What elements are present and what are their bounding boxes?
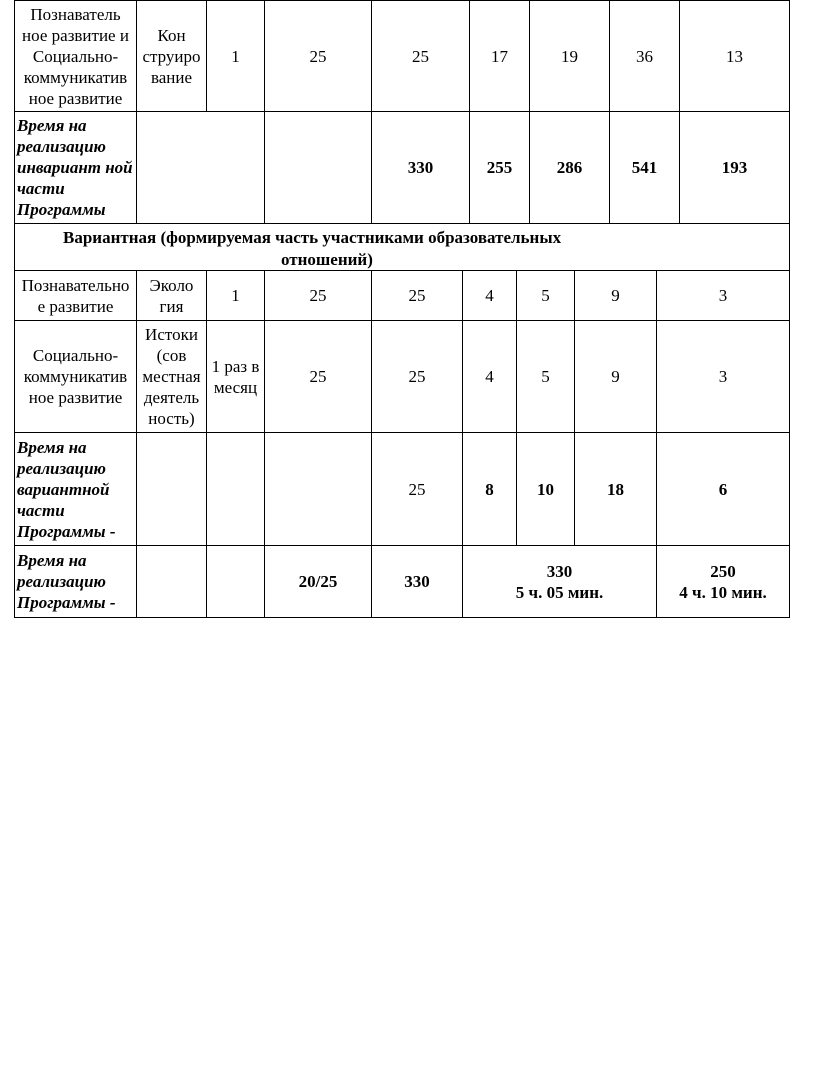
merged-value-duration: 5 ч. 05 мин. bbox=[515, 582, 604, 602]
row-label-invariant-time: Время на реализацию инвариант ной части Программы bbox=[14, 111, 137, 224]
merged-value-duration: 4 ч. 10 мин. bbox=[679, 582, 767, 602]
cell-empty bbox=[264, 432, 372, 546]
cell-value: 25 bbox=[264, 320, 372, 433]
cell-value: 330 bbox=[371, 111, 470, 224]
cell-value: 19 bbox=[529, 0, 610, 112]
cell-value: 36 bbox=[609, 0, 680, 112]
cell-area: Социально-коммуникатив ное развитие bbox=[14, 320, 137, 433]
cell-value: 25 bbox=[371, 0, 470, 112]
cell-value: 193 bbox=[679, 111, 790, 224]
merged-value-total: 250 bbox=[710, 561, 736, 581]
cell-value: 6 bbox=[656, 432, 790, 546]
cell-count: 1 bbox=[206, 270, 265, 321]
cell-area: Познаватель ное развитие и Социально-коммуникатив ное развитие bbox=[14, 0, 137, 112]
cell-value: 3 bbox=[656, 320, 790, 433]
cell-value: 541 bbox=[609, 111, 680, 224]
row-label-total-time: Время на реализацию Программы - bbox=[14, 545, 137, 618]
section-header-line2: отношений) bbox=[281, 250, 373, 269]
section-header-variant bbox=[14, 223, 790, 271]
cell-activity: Кон струиро вание bbox=[136, 0, 207, 112]
cell-value: 5 bbox=[516, 320, 575, 433]
cell-empty bbox=[136, 432, 207, 546]
cell-count: 1 раз в месяц bbox=[206, 320, 265, 433]
cell-empty bbox=[264, 111, 372, 224]
cell-value: 5 bbox=[516, 270, 575, 321]
cell-value: 3 bbox=[656, 270, 790, 321]
cell-value: 255 bbox=[469, 111, 530, 224]
cell-empty bbox=[136, 545, 207, 618]
cell-value: 4 bbox=[462, 320, 517, 433]
cell-activity: Истоки (сов местная деятель ность) bbox=[136, 320, 207, 433]
cell-empty bbox=[136, 111, 265, 224]
cell-value: 25 bbox=[371, 320, 463, 433]
cell-value: 25 bbox=[371, 270, 463, 321]
merged-value-total: 330 bbox=[546, 561, 573, 581]
cell-merged-value bbox=[656, 545, 790, 618]
cell-activity: Эколо гия bbox=[136, 270, 207, 321]
cell-value: 25 bbox=[371, 432, 463, 546]
cell-value: 13 bbox=[679, 0, 790, 112]
cell-value: 286 bbox=[529, 111, 610, 224]
cell-value: 25 bbox=[264, 270, 372, 321]
cell-empty bbox=[206, 545, 265, 618]
cell-value: 8 bbox=[462, 432, 517, 546]
cell-value: 18 bbox=[574, 432, 657, 546]
cell-value: 330 bbox=[371, 545, 463, 618]
row-label-variant-time: Время на реализацию вариантной части Программы - bbox=[14, 432, 137, 546]
curriculum-table bbox=[14, 0, 790, 618]
cell-count: 1 bbox=[206, 0, 265, 112]
cell-empty bbox=[206, 432, 265, 546]
cell-value: 20/25 bbox=[264, 545, 372, 618]
cell-merged-value bbox=[462, 545, 657, 618]
cell-value: 17 bbox=[469, 0, 530, 112]
cell-value: 4 bbox=[462, 270, 517, 321]
cell-area: Познавательно е развитие bbox=[14, 270, 137, 321]
cell-value: 10 bbox=[516, 432, 575, 546]
cell-value: 9 bbox=[574, 320, 657, 433]
section-header-line1: Вариантная (формируемая часть участниками образовательных bbox=[63, 228, 562, 247]
cell-value: 25 bbox=[264, 0, 372, 112]
cell-value: 9 bbox=[574, 270, 657, 321]
